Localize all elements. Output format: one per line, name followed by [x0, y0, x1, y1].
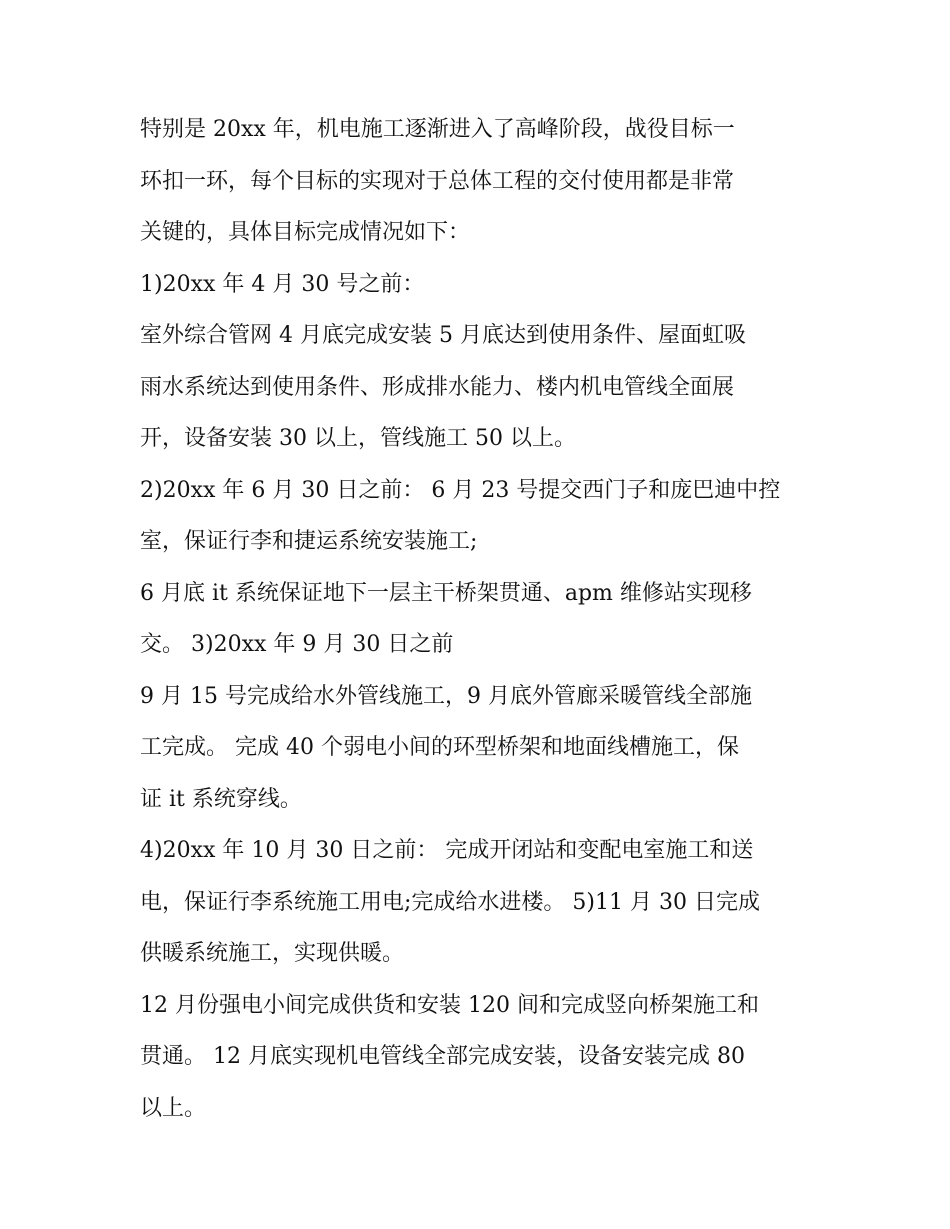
body-text — [140, 104, 812, 1134]
text-line: 9 月 15 号完成给水外管线施工，9 月底外管廊采暖管线全部施 — [140, 683, 752, 709]
text-line: 雨水系统达到使用条件、形成排水能力、楼内机电管线全面展 — [140, 374, 735, 400]
text-line: 12 月份强电小间完成供货和安装 120 间和完成竖向桥架施工和 — [140, 992, 759, 1018]
text-line: 6 月底 it 系统保证地下一层主干桥架贯通、apm 维修站实现移 — [140, 580, 752, 606]
text-line: 工完成。 完成 40 个弱电小间的环型桥架和地面线槽施工，保 — [140, 735, 739, 760]
text-line: 环扣一环，每个目标的实现对于总体工程的交付使用都是非常 — [140, 168, 735, 194]
text-line: 电，保证行李系统施工用电;完成给水进楼。 5)11 月 30 日完成 — [140, 889, 760, 915]
text-line: 以上。 — [140, 1095, 207, 1121]
text-line: 2)20xx 年 6 月 30 日之前： 6 月 23 号提交西门子和庞巴迪中控 — [140, 477, 781, 503]
text-line: 4)20xx 年 10 月 30 日之前： 完成开闭站和变配电室施工和送 — [140, 838, 754, 863]
text-line: 交。 3)20xx 年 9 月 30 日之前 — [140, 632, 454, 657]
text-line: 特别是 20xx 年，机电施工逐渐进入了高峰阶段，战役目标一 — [140, 117, 735, 142]
text-line: 贯通。 12 月底实现机电管线全部完成安装，设备安装完成 80 — [140, 1044, 745, 1069]
text-line: 室外综合管网 4 月底完成安装 5 月底达到使用条件、屋面虹吸 — [140, 323, 746, 348]
text-line: 室，保证行李和捷运系统安装施工; — [140, 529, 478, 554]
text-line: 1)20xx 年 4 月 30 号之前： — [140, 271, 425, 297]
text-line: 证 it 系统穿线。 — [140, 786, 302, 812]
text-line: 开，设备安装 30 以上，管线施工 50 以上。 — [140, 426, 576, 451]
text-line: 关键的，具体目标完成情况如下： — [140, 220, 471, 245]
text-line: 供暖系统施工，实现供暖。 — [140, 941, 405, 966]
